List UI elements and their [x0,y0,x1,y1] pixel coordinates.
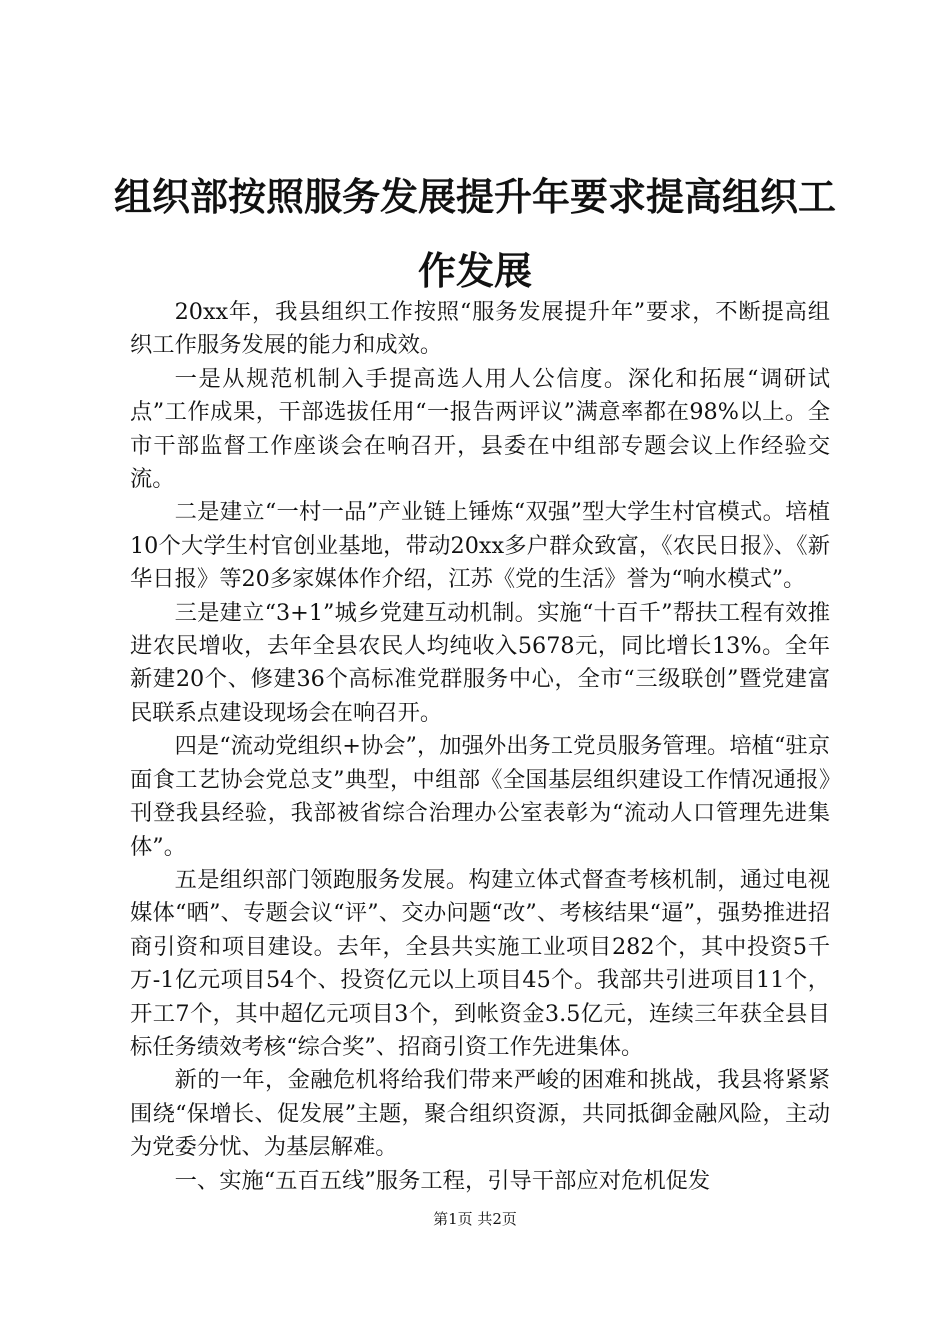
paragraph-point-2: 二是建立“一村一品”产业链上锤炼“双强”型大学生村官模式。培植10个大学生村官创业基地，带动20xx多户群众致富，《农民日报》、《新华日报》等20多家媒体作介绍，江苏《党的生活》誉为“响水模式”。 [130,499,830,593]
paragraph-plan-1: 一、实施“五百五线”服务工程，引导干部应对危机促发 [174,1167,711,1194]
paragraph-new-year: 新的一年，金融危机将给我们带来严峻的困难和挑战，我县将紧紧围绕“保增长、促发展”主题，聚合组织资源，共同抵御金融风险，主动为党委分忧、为基层解难。 [130,1067,830,1161]
paragraph-intro: 20xx年，我县组织工作按照“服务发展提升年”要求，不断提高组织工作服务发展的能力和成效。 [130,299,830,359]
paragraph-point-1: 一是从规范机制入手提高选人用人公信度。深化和拓展“调研试点”工作成果，干部选拔任用“一报告两评议”满意率都在98%以上。全市干部监督工作座谈会在响召开，县委在中组部专题会议上作经验交流。 [130,365,830,493]
page-footer: 第1页 共2页 [433,1210,517,1228]
document-body [130,296,830,1198]
paragraph-point-4: 四是“流动党组织+协会”，加强外出务工党员服务管理。培植“驻京面食工艺协会党总支”典型，中组部《全国基层组织建设工作情况通报》刊登我县经验，我部被省综合治理办公室表彰为“流动人口管理先进集体”。 [130,733,830,860]
paragraph-point-3: 三是建立“3+1”城乡党建互动机制。实施“十百千”帮扶工程有效推进农民增收，去年全县农民人均纯收入5678元，同比增长13%。全年新建20个、修建36个高标准党群服务中心，全市“三级联创”暨党建富民联系点建设现场会在响召开。 [130,599,830,726]
paragraph-point-5: 五是组织部门领跑服务发展。构建立体式督查考核机制，通过电视媒体“晒”、专题会议“评”、交办问题“改”、考核结果“逼”，强势推进招商引资和项目建设。去年，全县共实施工业项目282个，其中投资5千万-1亿元项目54个、投资亿元以上项目45个。我部共引进项目11个，开工7个，其中超亿元项目3个，到帐资金3.5亿元，连续三年获全县目标任务绩效考核“综合奖”、招商引资工作先进集体。 [130,866,830,1060]
document-title: 组织部按照服务发展提升年要求提高组织工作发展 [113,175,836,293]
